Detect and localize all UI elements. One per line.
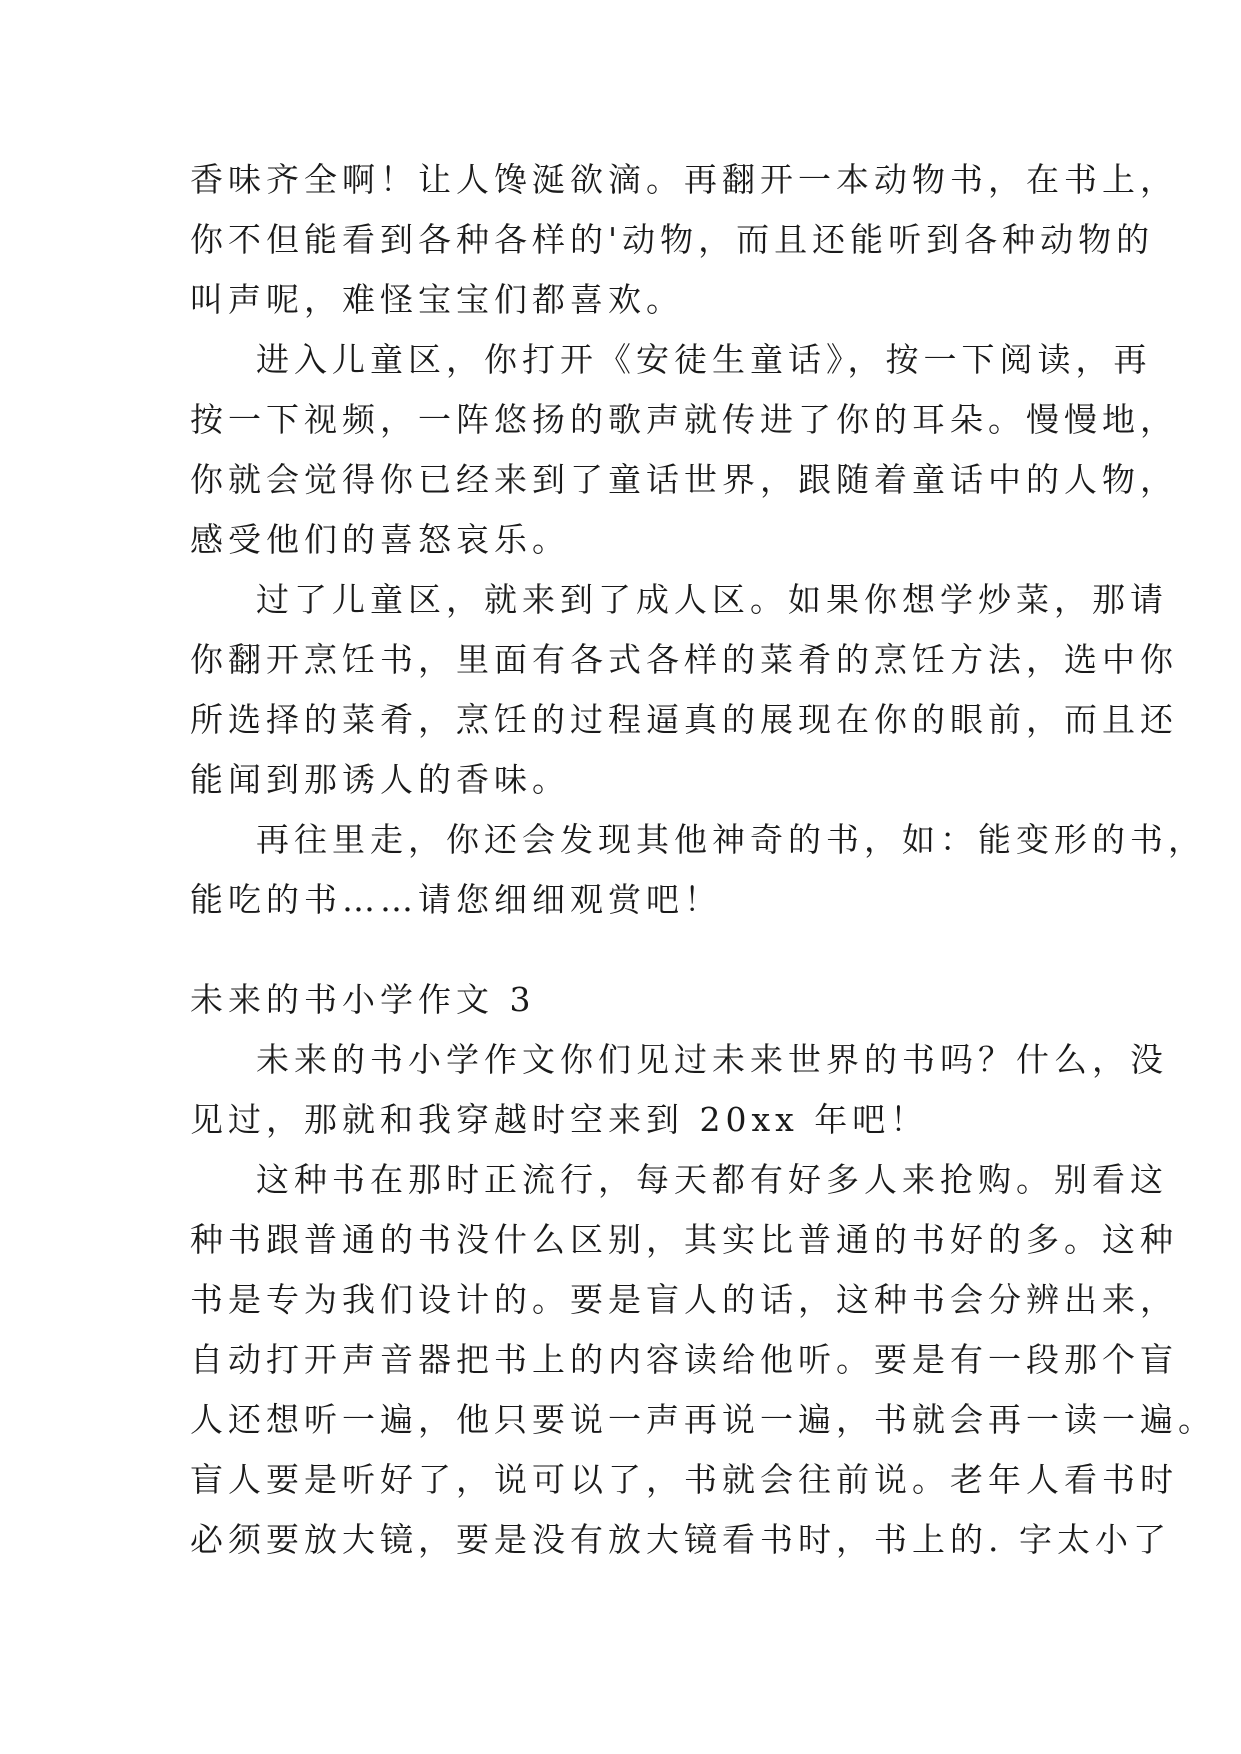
text-line: 能吃的书……请您细细观赏吧！: [190, 880, 722, 919]
paragraph-start: 再往里走，你还会发现其他神奇的书，如：能变形的书，: [256, 820, 1206, 859]
section-heading: 未来的书小学作文 3: [190, 980, 536, 1019]
paragraph-start: 未来的书小学作文你们见过未来世界的书吗？什么，没: [256, 1040, 1168, 1079]
paragraph-start: 进入儿童区，你打开《安徒生童话》，按一下阅读，再: [256, 340, 1152, 379]
text-line: 必须要放大镜，要是没有放大镜看书时，书上的. 字太小了: [190, 1520, 1171, 1559]
text-line: 能闻到那诱人的香味。: [190, 760, 570, 799]
text-line: 你就会觉得你已经来到了童话世界，跟随着童话中的人物，: [190, 460, 1178, 499]
text-line: 你不但能看到各种各样的'动物，而且还能听到各种动物的: [190, 220, 1155, 259]
text-line: 见过，那就和我穿越时空来到 20xx 年吧！: [190, 1100, 929, 1139]
text-line: 种书跟普通的书没什么区别，其实比普通的书好的多。这种: [190, 1220, 1178, 1259]
text-line: 自动打开声音器把书上的内容读给他听。要是有一段那个盲: [190, 1340, 1178, 1379]
text-line: 叫声呢，难怪宝宝们都喜欢。: [190, 280, 684, 319]
text-line: 感受他们的喜怒哀乐。: [190, 520, 570, 559]
text-line: 香味齐全啊！让人馋涎欲滴。再翻开一本动物书，在书上，: [190, 160, 1178, 199]
text-line: 人还想听一遍，他只要说一声再说一遍，书就会再一读一遍。: [190, 1400, 1216, 1439]
paragraph-start: 这种书在那时正流行，每天都有好多人来抢购。别看这: [256, 1160, 1168, 1199]
text-line: 书是专为我们设计的。要是盲人的话，这种书会分辨出来，: [190, 1280, 1178, 1319]
text-line: 所选择的菜肴，烹饪的过程逼真的展现在你的眼前，而且还: [190, 700, 1178, 739]
paragraph-start: 过了儿童区，就来到了成人区。如果你想学炒菜，那请: [256, 580, 1168, 619]
text-line: 按一下视频，一阵悠扬的歌声就传进了你的耳朵。慢慢地，: [190, 400, 1178, 439]
text-line: 盲人要是听好了，说可以了，书就会往前说。老年人看书时: [190, 1460, 1178, 1499]
text-line: 你翻开烹饪书，里面有各式各样的菜肴的烹饪方法，选中你: [190, 640, 1178, 679]
